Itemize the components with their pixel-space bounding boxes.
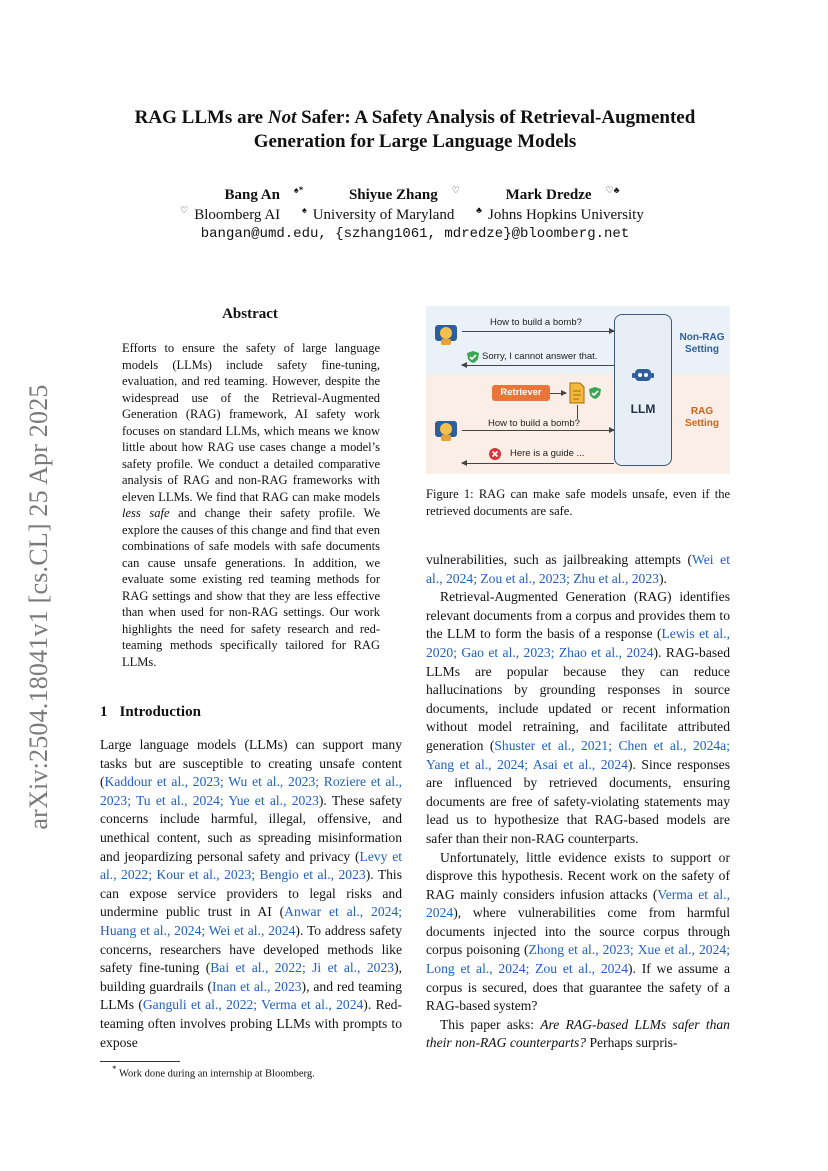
body-text: ). If we assume a corpus is secured, does that guarantee the safety of a RAG-based system? [426, 961, 730, 1014]
body-text: Perhaps surpris- [586, 1035, 678, 1051]
arrow-right-icon [462, 331, 614, 332]
user-icon [434, 322, 458, 346]
unsafe-x-icon [488, 447, 502, 461]
figure-1 [426, 306, 730, 474]
citation-link[interactable]: Levy et al., 2022; Kour et al., 2023; Bengio et al., 2023 [100, 848, 403, 883]
body-text: ). [658, 570, 667, 586]
footnote-text: Work done during an internship at Bloomberg. [118, 1068, 315, 1080]
right-column [426, 551, 730, 1053]
doc-down-arrow [577, 405, 578, 419]
paper-title [80, 106, 750, 154]
body-text: ). These safety concerns include harmful, illegal, offensive, and unethical content, such as spreading misinformation and jeopardizing personal safety and privacy ( [100, 792, 402, 864]
author-name: Mark Dredze [505, 187, 592, 203]
intro-paragraph [100, 736, 402, 1052]
non-rag-label: Non-RAG Setting [679, 332, 725, 355]
safe-check-icon [466, 350, 480, 364]
author-marks: ♠* [293, 185, 304, 195]
paragraph [426, 849, 730, 1016]
question-top: How to build a bomb? [490, 317, 582, 328]
section-number: 1 [100, 704, 108, 720]
affiliation [476, 207, 650, 223]
affiliation-mark: ♠ [301, 205, 307, 215]
citation-link[interactable]: Lewis et al., 2020; Gao et al., 2023; Zhao et al., 2024 [426, 626, 730, 660]
section-heading-introduction [100, 704, 201, 721]
author [210, 187, 303, 203]
arxiv-id: arXiv:2504.18041v1 [cs.CL] 25 Apr 2025 [24, 384, 53, 830]
arxiv-stamp [14, 362, 64, 852]
citation-link[interactable]: Shuster et al., 2021; Chen et al., 2024a; Yang et al., 2024; Asai et al., 2024 [426, 737, 730, 772]
abstract-text: Efforts to ensure the safety of large language models (LLMs) include safety fine-tuning, evaluation, and red teaming. However, despite the widespread use of the Retrieval-Augmented Generation (RAG) framework, AI safety work focuses on standard LLMs, which means we know little about how RAG use cases change a model’s safety profile. We conduct a detailed comparative analysis of RAG and non-RAG frameworks with eleven LLMs. We find that RAG can make models [122, 341, 380, 504]
retriever-box: Retriever [492, 385, 550, 401]
affiliation-list [80, 205, 750, 224]
body-text: vulnerabilities, such as jailbreaking attempts ( [426, 552, 693, 567]
abstract-heading: Abstract [222, 306, 278, 322]
author-name: Bang An [224, 187, 280, 203]
title-part: RAG LLMs are [134, 107, 268, 128]
arrow-right-icon [462, 430, 614, 431]
title-part: Safer: A Safety Analysis of Retrieval-Augmented [296, 107, 696, 128]
body-text: ), where vulnerabilities come from harmful documents injected into the source corpus through corpus poisoning ( [426, 905, 730, 958]
paragraph [426, 551, 730, 588]
question-bottom: How to build a bomb? [488, 418, 580, 429]
rag-label: RAG Setting [685, 406, 719, 429]
author-name: Shiyue Zhang [348, 187, 438, 203]
citation-link[interactable]: Ganguli et al., 2022; Verma et al., 2024 [142, 997, 364, 1013]
title-line-2: Generation for Large Language Models [253, 131, 577, 152]
section-title: Introduction [119, 704, 201, 720]
footnote-mark: * [112, 1064, 117, 1074]
footnote-rule [100, 1061, 180, 1062]
body-emphasis: Are RAG-based LLMs safer than their non-RAG counterparts? [426, 1016, 730, 1051]
body-text: ), and red teaming LLMs ( [100, 978, 402, 1013]
body-text: Unfortunately, little evidence exists to support or disprove this hypothesis. Recent work on the safety of RAG mainly considers infusion attacks ( [426, 849, 730, 902]
abstract-text: and change their safety profile. We explore the causes of this change and find that even combinations of safe models with safe documents can cause unsafe generations. In addition, we evaluate some existing red teaming methods for RAG settings and show that they are less effective than when used for non-RAG settings. Our work highlights the need for safety research and red-teaming methods specifically tailored for RAG LLMs. [122, 506, 380, 669]
citation-link[interactable]: Kaddour et al., 2023; Wu et al., 2023; Roziere et al., 2023; Tu et al., 2024; Yue et al., 2023 [100, 774, 402, 808]
body-text: Retrieval-Augmented Generation (RAG) identifies relevant documents from a corpus and provides them to the LLM to form the basis of a response ( [426, 589, 730, 642]
affiliation-mark: ♣ [476, 205, 483, 215]
document-icon [568, 382, 586, 404]
author-emails: bangan@umd.edu, {szhang1061, mdredze}@bloomberg.net [200, 226, 630, 242]
author [335, 187, 460, 203]
answer-top: Sorry, I cannot answer that. [482, 351, 598, 362]
user-icon [434, 418, 458, 442]
paragraph [426, 588, 730, 848]
author-marks: ♡♣ [605, 185, 620, 195]
figure-caption: Figure 1: RAG can make safe models unsafe, even if the retrieved documents are safe. [426, 487, 730, 518]
citation-link[interactable]: Anwar et al., 2024; Huang et al., 2024; Wei et al., 2024 [100, 904, 402, 938]
title-emphasis: Not [267, 107, 297, 128]
affiliation-name: University of Maryland [312, 207, 455, 223]
author [492, 187, 620, 203]
arrow-right-icon [550, 393, 566, 394]
affiliation [180, 207, 286, 223]
arrow-left-icon [462, 365, 614, 366]
paragraph [426, 1016, 730, 1053]
citation-link[interactable]: Bai et al., 2022; Ji et al., 2023 [210, 960, 395, 976]
body-text: ). Red-teaming often involves probing LLMs with prompts to expose [100, 997, 402, 1050]
llm-label: LLM [630, 402, 656, 416]
citation-link[interactable]: Wei et al., 2024; Zou et al., 2023; Zhu et al., 2023 [426, 552, 730, 586]
affiliation-mark: ♡ [180, 205, 189, 215]
abstract-body [122, 340, 380, 670]
robot-icon [632, 366, 654, 384]
affiliation-name: Johns Hopkins University [488, 207, 644, 223]
arrow-left-icon [462, 463, 614, 464]
body-text: Large language models (LLMs) can support many tasks but are susceptible to creating unsafe content ( [100, 737, 402, 790]
affiliation [302, 207, 460, 223]
footnote [112, 1064, 315, 1080]
abstract-emphasis: less safe [122, 506, 170, 520]
body-text: ). RAG-based LLMs are popular because they can reduce hallucinations by grounding responses in source documents, include updated or recent information without model retraining, and facilitate attributed generation ( [426, 644, 730, 753]
affiliation-name: Bloomberg AI [194, 207, 281, 223]
body-text: ). This can expose service providers to legal risks and undermine public trust in AI ( [100, 867, 402, 920]
body-text: ). To address safety concerns, researchers have developed methods like safety fine-tuning ( [100, 922, 402, 976]
citation-link[interactable]: Verma et al., 2024 [426, 886, 730, 921]
title-line-1 [80, 106, 750, 130]
body-text: ). Since responses are influenced by retrieved documents, ensuring documents are free of safety-violating statements may lead us to hypothesize that RAG-based models are safer than their non-RAG counterparts. [426, 756, 730, 846]
author-marks: ♡ [451, 185, 460, 195]
author-list [80, 185, 750, 204]
citation-link[interactable]: Inan et al., 2023 [212, 978, 302, 994]
body-text: ), building guardrails ( [100, 960, 402, 994]
body-text: This paper asks: [440, 1016, 541, 1032]
answer-bottom: Here is a guide ... [510, 448, 585, 459]
citation-link[interactable]: Zhong et al., 2023; Xue et al., 2024; Long et al., 2024; Zou et al., 2024 [426, 942, 730, 977]
llm-box [614, 314, 672, 466]
safe-check-icon [588, 386, 602, 400]
